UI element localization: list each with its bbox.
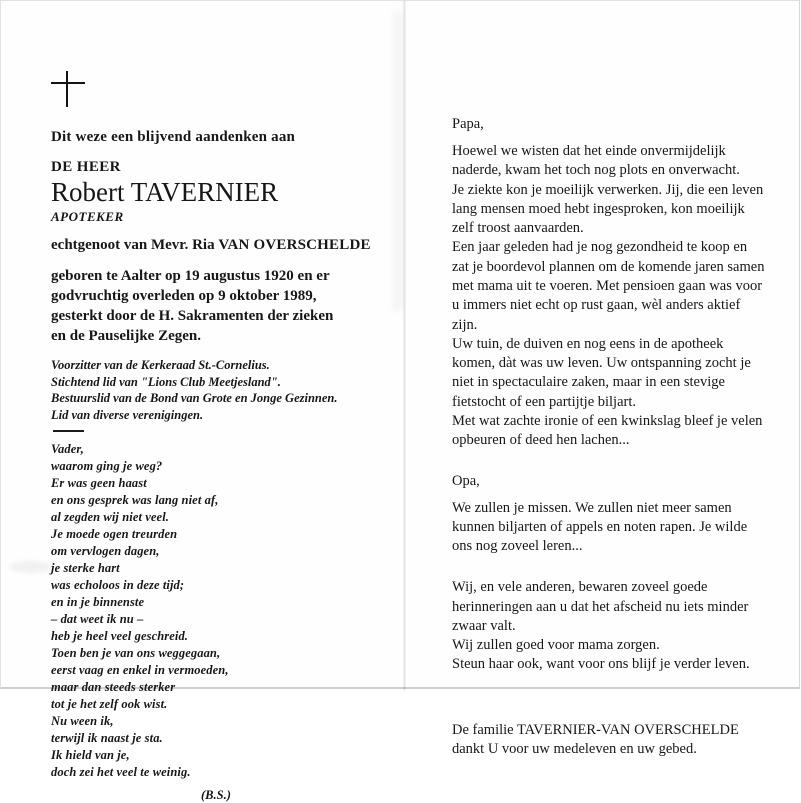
tribute-line: naderde, kwam het toch nog plots en onverwacht. [452,162,740,179]
tribute-line: Je ziekte kon je moeilijk verwerken. Jij, die een leven [452,181,764,198]
cross-horizontal-bar [51,82,85,84]
tribute-line: zat je boordevol plannen om de komende jaren samen [452,258,765,275]
life-line: en de Pauselijke Zegen. [51,327,201,344]
poem-line: terwijl ik naast je sta. [51,731,163,746]
poem-line: waarom ging je weg? [51,459,163,474]
latin-cross-icon [51,71,85,107]
closing-paragraph [452,578,787,674]
poem-attribution: (B.S.) [201,788,231,803]
memorial-intro-line: Dit weze een blijvend aandenken aan [51,129,296,145]
tribute-line: zelf troost aanvaarden. [452,220,584,237]
poem-line: tot je het zelf ook wist. [51,697,168,712]
poem-line: was echoloos in deze tijd; [51,578,185,593]
tribute-line: kunnen biljarten of appels en noten rapen. Je wilde [452,518,748,535]
spouse-line [51,237,403,254]
birth-death-block [51,267,403,347]
signoff-line: dankt U voor uw medeleven en uw gebed. [452,741,697,758]
tribute-father-paragraph [452,142,787,451]
spouse-prefix: echtgenoot van Mevr. Ria [51,236,215,253]
closing-line: Wij, en vele anderen, bewaren zoveel goede [452,579,708,596]
section-divider-rule [53,430,84,432]
tribute-line: u immers niet echt op rust gaan, wèl anders aktief [452,297,741,314]
life-line: godvruchtig overleden op 9 oktober 1989, [51,287,317,304]
poem-line: Nu ween ik, [51,714,114,729]
tribute-line: Uw tuin, de duiven en nog eens in de apotheek [452,335,724,352]
poem-line: om vervlogen dagen, [51,544,160,559]
tribute-line: lang mensen moed hebt ingesproken, kon moeilijk [452,200,745,217]
spouse-name: VAN OVERSCHELDE [218,236,371,253]
poem-line: en in je binnenste [51,595,145,610]
poem-line: Toen ben je van ons weggegaan, [51,646,221,661]
poem-line: maar dan steeds sterker [51,680,176,695]
tribute-line: fietstocht of een partijtje biljart. [452,393,637,410]
poem-line: Je moede ogen treurden [51,527,178,542]
cross-vertical-bar [66,71,68,107]
tribute-line: Met wat zachte ironie of een kwinkslag bleef je velen [452,412,763,429]
poem-line: en ons gesprek was lang niet af, [51,493,219,508]
poem-line: – dat weet ik nu – [51,612,144,627]
closing-line: herinneringen aan u dat het afscheid nu iets minder [452,598,749,615]
closing-line: Steun haar ook, want voor ons blijf je verder leven. [452,656,750,673]
signoff-line: De familie TAVERNIER-VAN OVERSCHELDE [452,721,739,738]
tribute-line: niet in spectaculaire zaken, maar in een stevige [452,374,725,391]
closing-line: zwaar valt. [452,617,516,634]
membership-line: Voorzitter van de Kerkeraad St.-Cornelius. [51,358,270,373]
tribute-line: Hoewel we wisten dat het einde onvermijdelijk [452,143,726,159]
family-signoff [452,721,787,760]
salutation-father: Papa, [452,116,484,132]
closing-line: Wij zullen goed voor mama zorgen. [452,637,660,654]
honorific-label: DE HEER [51,159,121,175]
poem-line: heb je heel veel geschreid. [51,629,189,644]
poem-line: al zegden wij niet veel. [51,510,170,525]
card-left-page [1,1,403,803]
deceased-profession: APOTEKER [51,208,124,224]
poem-line: Vader, [51,442,84,457]
poem-line: Ik hield van je, [51,748,130,763]
poem-line: eerst vaag en enkel in vermoeden, [51,663,229,678]
life-line: gesterkt door de H. Sakramenten der zieken [51,307,334,324]
life-line: geboren te Aalter op 19 augustus 1920 en er [51,267,330,284]
memorial-poem [51,441,403,781]
deceased-given-name: Robert [51,177,125,207]
tribute-line: Een jaar geleden had je nog gezondheid te koop en [452,239,748,256]
poem-line: je sterke hart [51,561,120,576]
tribute-line: ons nog zoveel leren... [452,538,583,555]
tribute-line: zijn. [452,316,478,333]
membership-line: Stichtend lid van "Lions Club Meetjesland". [51,374,281,389]
deceased-family-name: TAVERNIER [130,177,279,207]
tribute-line: met mama uit te voeren. Met pensioen gaan was voor [452,277,763,294]
tribute-grandfather-paragraph [452,499,787,557]
poem-line: doch zei het veel te weinig. [51,765,191,780]
memberships-block [51,357,403,423]
membership-line: Bestuurslid van de Bond van Grote en Jonge Gezinnen. [51,391,338,406]
membership-line: Lid van diverse verenigingen. [51,407,204,422]
tribute-line: komen, dàt was uw leven. Uw ontspanning zocht je [452,355,751,372]
card-right-page [403,1,801,759]
salutation-grandfather: Opa, [452,472,480,489]
poem-line: Er was geen haast [51,476,147,491]
tribute-line: opbeuren of deed hen lachen... [452,432,630,449]
deceased-full-name [51,178,403,208]
tribute-line: We zullen je missen. We zullen niet meer samen [452,499,732,516]
